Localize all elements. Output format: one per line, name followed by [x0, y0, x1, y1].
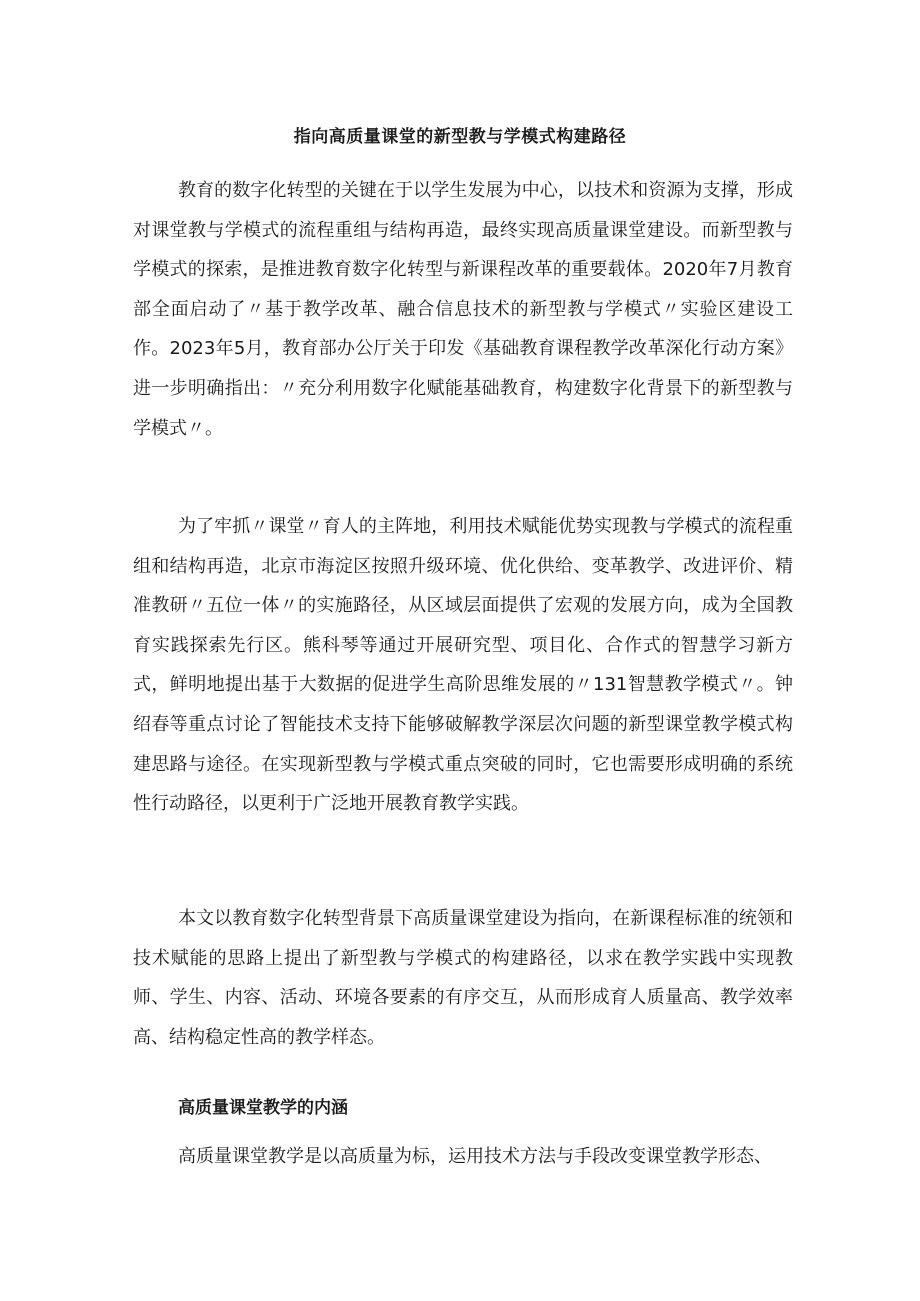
section-heading: 高质量课堂教学的内涵 [178, 1098, 348, 1118]
body-paragraph-3: 本文以教育数字化转型背景下高质量课堂建设为指向，在新课程标准的统领和技术赋能的思路上提出了新型教与学模式的构建路径，以求在教学实践中实现教师、学生、内容、活动、环境各要素的有序交互，从而形成育人质量高、教学效率高、结构稳定性高的教学样态。 [133, 908, 793, 1048]
body-paragraph-2: 为了牢抓〃课堂〃育人的主阵地，利用技术赋能优势实现教与学模式的流程重组和结构再造，北京市海淀区按照升级环境、优化供给、变革教学、改进评价、精准教研〃五位一体〃的实施路径，从区域层面提供了宏观的发展方向，成为全国教育实践探索先行区。熊科琴等通过开展研究型、项目化、合作式的智慧学习新方式，鲜明地提出基于大数据的促进学生高阶思维发展的〃131智慧教学模式〃。钟绍春等重点讨论了智能技术支持下能够破解教学深层次问题的新型课堂教学模式构建思路与途径。在实现新型教与学模式重点突破的同时，它也需要形成明确的系统性行动路径，以更利于广泛地开展教育教学实践。 [133, 516, 793, 815]
body-paragraph-1: 教育的数字化转型的关键在于以学生发展为中心，以技术和资源为支撑，形成对课堂教与学模式的流程重组与结构再造，最终实现高质量课堂建设。而新型教与学模式的探索，是推进教育数字化转型与新课程改革的重要载体。2020年7月教育部全面启动了〃基于教学改革、融合信息技术的新型教与学模式〃实验区建设工作。2023年5月，教育部办公厅关于印发《基础教育课程教学改革深化行动方案》进一步明确指出：〃充分利用数字化赋能基础教育，构建数字化背景下的新型教与学模式〃。 [133, 180, 793, 439]
section-paragraph: 高质量课堂教学是以高质量为标，运用技术方法与手段改变课堂教学形态、 [178, 1146, 772, 1167]
document-title: 指向高质量课堂的新型教与学模式构建路径 [293, 127, 627, 147]
